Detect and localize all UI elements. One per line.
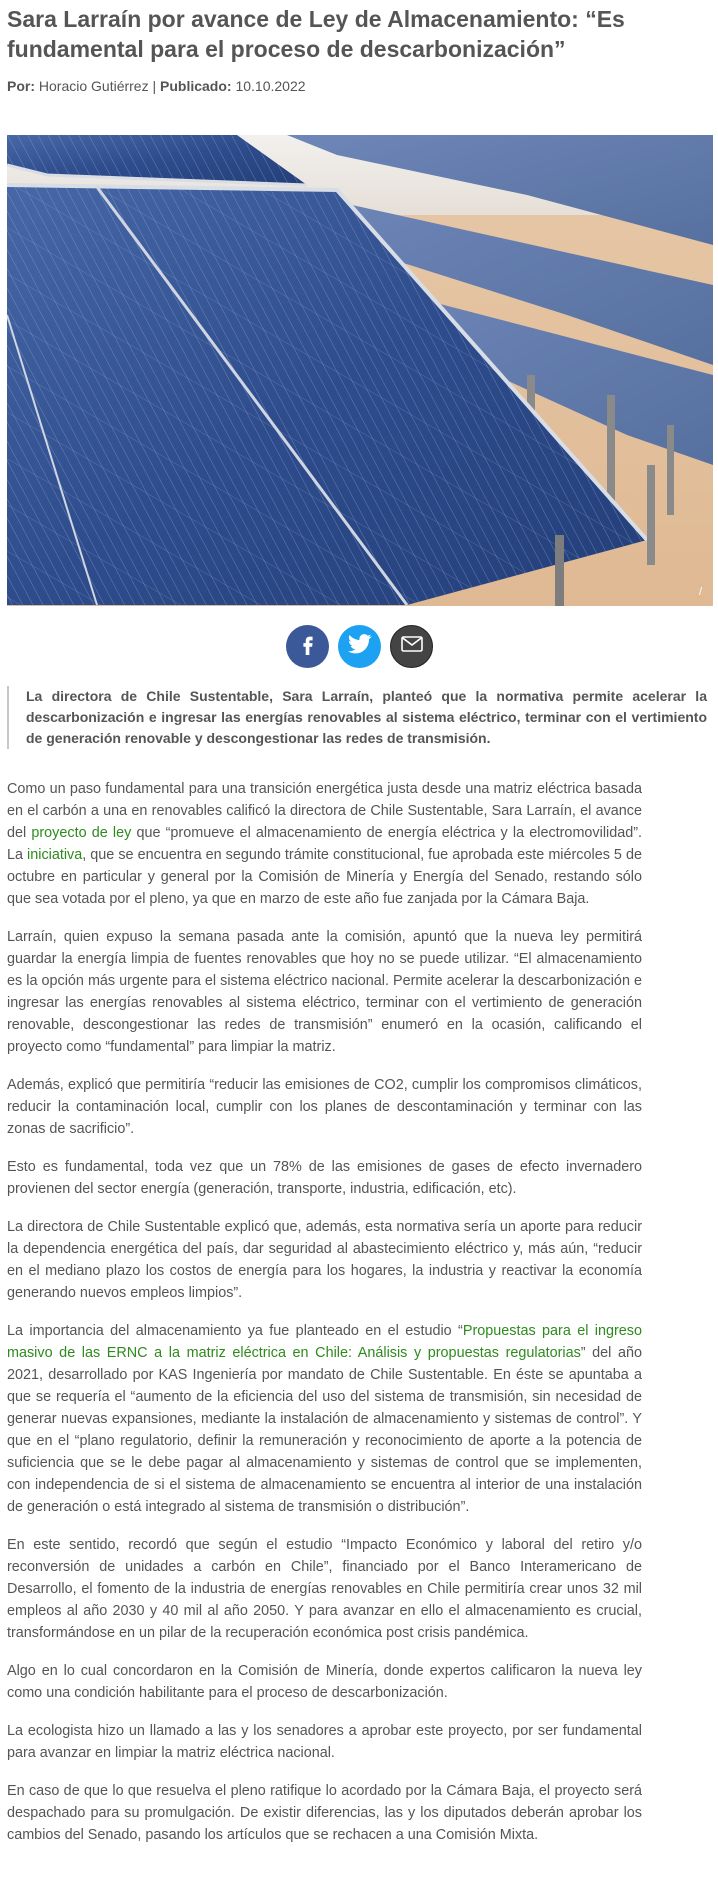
published-label: Publicado: — [160, 78, 232, 94]
link-proyecto-de-ley[interactable]: proyecto de ley — [31, 825, 132, 841]
email-icon — [401, 636, 423, 657]
paragraph-4: Esto es fundamental, toda vez que un 78% de las emisiones de gases de efecto invernadero provienen del sector energía (generación, transporte, industria, edificación, etc). — [7, 1159, 642, 1197]
share-twitter-button[interactable] — [338, 625, 381, 668]
share-bar — [286, 625, 433, 669]
author-label: Por: — [7, 78, 35, 94]
paragraph-10: En caso de que lo que resuelva el pleno ratifique lo acordado por la Cámara Baja, el proyecto será despachado para su promulgación. De existir diferencias, las y los diputados deberán aprobar los cambios del Senado, pasando los artículos que se rechacen a una Comisión Mixta. — [7, 1783, 642, 1843]
paragraph-text: ” del año 2021, desarrollado por KAS Ingeniería por mandato de Chile Sustentable. En éste se apuntaba a que se requería el “aumento de la eficiencia del uso del sistema de transmisión, sin necesidad de generar nuevas expansiones, mediante la instalación de almacenamiento y sistemas de control”. Y que en el “plano regulatorio, definir la remuneración y reconocimiento de aporte a la potencia de suficiencia que se le debe pagar al almacenamiento y sistemas de control que se implementen, con independencia de si el sistema de almacenamiento se encuentra al interior de una instalación de generación o está integrado al sistema de transmisión o distribución”. — [7, 1345, 642, 1515]
share-facebook-button[interactable] — [286, 625, 329, 668]
article-body — [7, 778, 642, 1862]
hero-image — [7, 135, 713, 606]
byline — [7, 78, 306, 94]
byline-separator: | — [152, 78, 157, 94]
twitter-icon — [348, 633, 372, 660]
paragraph-7: En este sentido, recordó que según el estudio “Impacto Económico y laboral del retiro y/o reconversión de unidades a carbón en Chile”, financiado por el Banco Interamericano de Desarrollo, el fomento de la industria de energías renovables en Chile permitiría crear unos 32 mil empleos al año 2030 y 40 mil al año 2050. Y para avanzar en ello el almacenamiento es crucial, transformándose en un pilar de la recuperación económica post crisis pandémica. — [7, 1537, 642, 1641]
facebook-icon — [297, 633, 319, 660]
publish-date: 10.10.2022 — [235, 78, 306, 94]
article-lead: La directora de Chile Sustentable, Sara Larraín, planteó que la normativa permite acelerar la descarbonización e ingresar las energías renovables al sistema eléctrico, terminar con el vertimiento de generación renovable y descongestionar las redes de transmisión. — [7, 686, 707, 749]
link-iniciativa[interactable]: iniciativa — [27, 847, 83, 863]
paragraph-text: La importancia del almacenamiento ya fue planteado en el estudio “ — [7, 1323, 463, 1339]
paragraph-text: Como un paso fundamental para una transición energética justa desde una matriz eléctrica basada en el carbón a una en renovables calificó la directora de Chile Sustentable, Sara Larraín, el avance del — [7, 781, 642, 841]
paragraph-6 — [7, 1320, 642, 1518]
paragraph-text: , que se encuentra en segundo trámite constitucional, fue aprobada este miércoles 5 de octubre en particular y general por la Comisión de Minería y Energía del Senado, restando sólo que sea votada por el pleno, ya que en marzo de este año fue zanjada por la Cámara Baja. — [7, 847, 642, 907]
paragraph-1 — [7, 778, 642, 910]
paragraph-8: Algo en lo cual concordaron en la Comisión de Minería, donde expertos calificaron la nueva ley como una condición habilitante para el proceso de descarbonización. — [7, 1663, 642, 1701]
paragraph-text: que “promueve el almacenamiento de energía eléctrica y la electromovilidad”. La — [7, 825, 643, 863]
paragraph-2: Larraín, quien expuso la semana pasada ante la comisión, apuntó que la nueva ley permitirá guardar la energía limpia de fuentes renovables que hoy no se puede utilizar. “El almacenamiento es la opción más urgente para el sistema eléctrico nacional. Permite acelerar la descarbonización e ingresar las energías renovables al sistema eléctrico, terminar con el vertimiento de generación renovable, descongestionar las redes de transmisión” enumeró en la ocasión, calificando el proyecto como “fundamental” para limpiar la matriz. — [7, 929, 642, 1055]
image-overlay-text: / — [699, 586, 703, 598]
paragraph-3: Además, explicó que permitiría “reducir las emisiones de CO2, cumplir los compromisos climáticos, reducir la contaminación local, cumplir con los planes de descontaminación y terminar con las zonas de sacrificio”. — [7, 1077, 642, 1137]
share-email-button[interactable] — [390, 625, 433, 668]
paragraph-9: La ecologista hizo un llamado a las y los senadores a aprobar este proyecto, por ser fundamental para avanzar en limpiar la matriz eléctrica nacional. — [7, 1723, 642, 1761]
link-estudio-propuestas[interactable]: Propuestas para el ingreso masivo de las ERNC a la matriz eléctrica en Chile: Análisis y propuestas regulatorias — [7, 1323, 642, 1361]
author-name[interactable]: Horacio Gutiérrez — [38, 78, 149, 94]
paragraph-5: La directora de Chile Sustentable explicó que, además, esta normativa sería un aporte para reducir la dependencia energética del país, dar seguridad al abastecimiento eléctrico y, más aún, “reducir en el mediano plazo los costos de energía para los hogares, la industria y reactivar la economía generando nuevos empleos limpios”. — [7, 1219, 642, 1301]
article-title: Sara Larraín por avance de Ley de Almacenamiento: “Es fundamental para el proceso de descarbonización” — [7, 6, 625, 62]
